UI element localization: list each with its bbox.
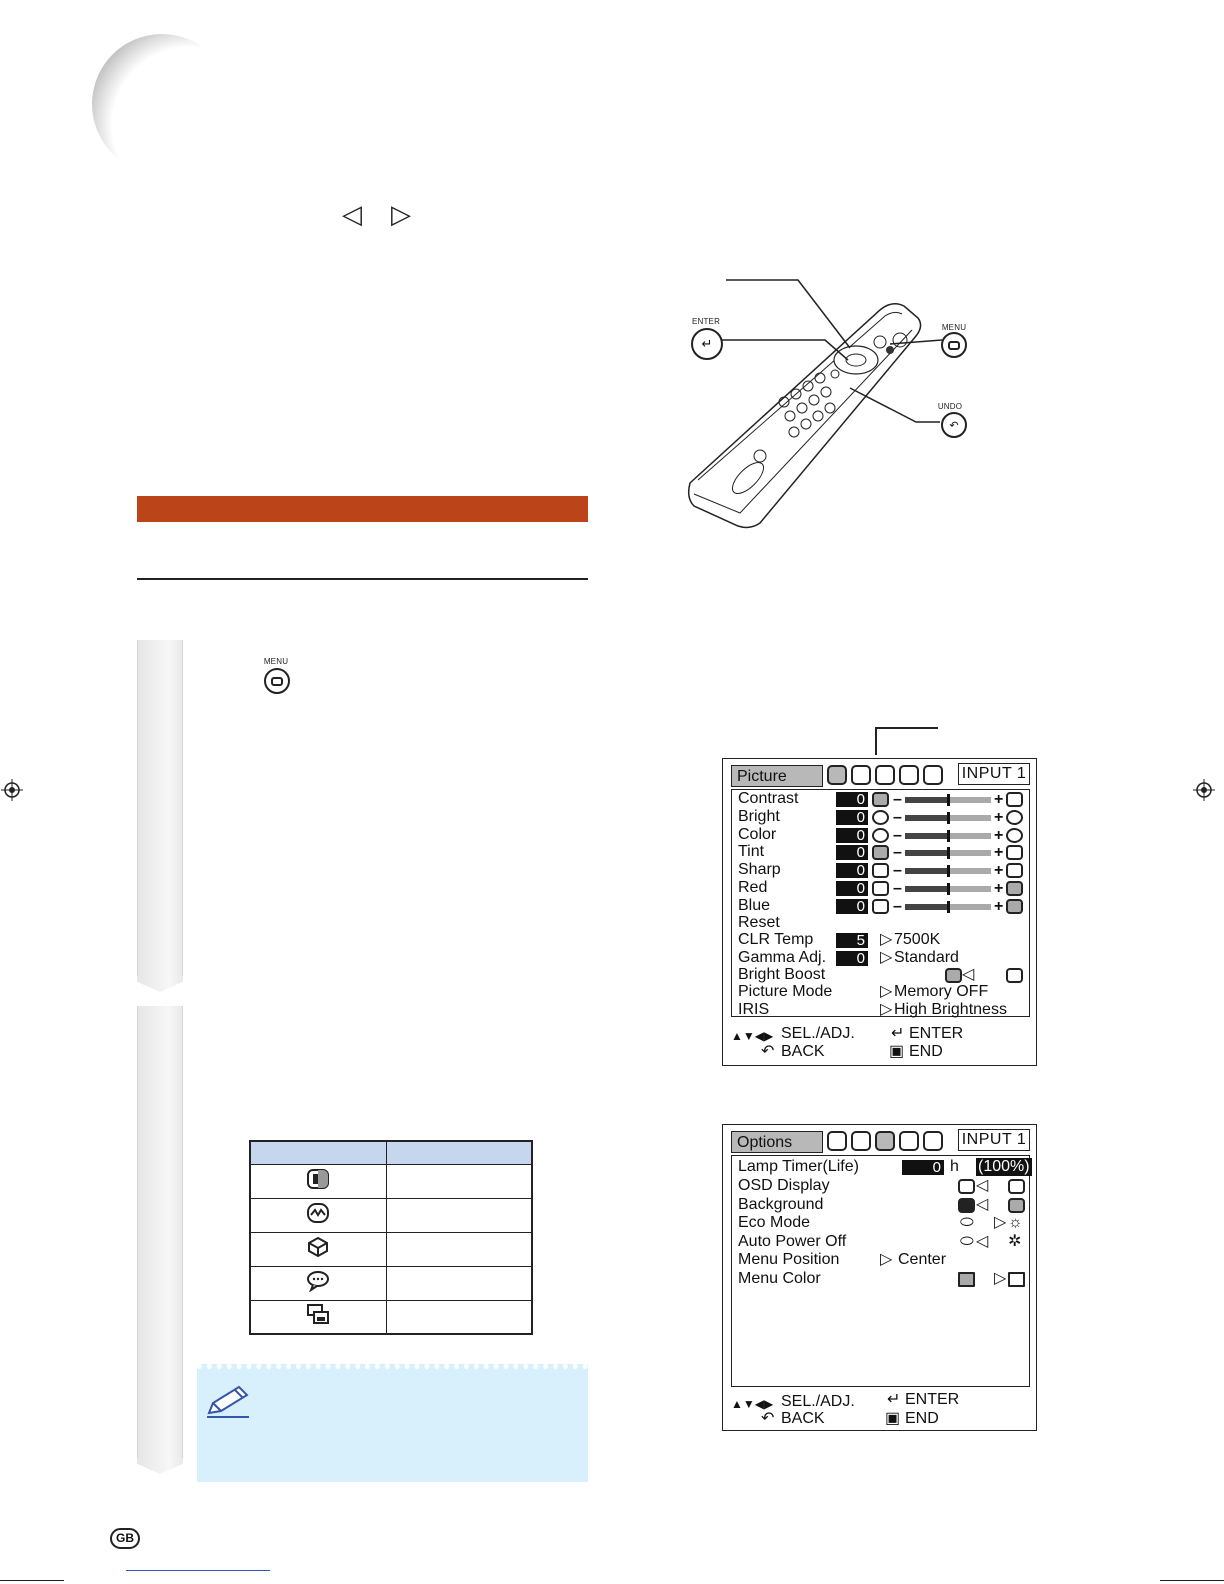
tint-plus: + <box>994 844 1004 861</box>
row-auto-power-off[interactable]: Auto Power Off <box>738 1233 847 1250</box>
gamma-value: 0 <box>836 951 868 966</box>
undo-button-label: UNDO <box>937 402 963 411</box>
arrow-right-icon: ▷ <box>880 983 893 1000</box>
left-arrow-icon: ◁ <box>342 200 362 230</box>
color-value: 0 <box>836 828 868 843</box>
footer-back: BACK <box>781 1410 825 1427</box>
red-high-icon <box>1006 881 1023 896</box>
fine-sync-icon[interactable] <box>851 1131 871 1151</box>
language-icon[interactable] <box>899 765 919 785</box>
picture-mode-setting: Memory OFF <box>894 983 989 1000</box>
end-icon: ▣ <box>889 1043 905 1060</box>
sharp-value: 0 <box>836 863 868 878</box>
bright-plus: + <box>994 809 1004 826</box>
arrow-left-icon: ◁ <box>976 1177 989 1194</box>
row-eco-mode[interactable]: Eco Mode <box>738 1214 811 1231</box>
bright-slider[interactable] <box>905 815 991 821</box>
enter-icon: ↵ <box>701 336 713 351</box>
corner-decoration <box>92 34 232 174</box>
arrow-right-icon: ▷ <box>880 1001 893 1018</box>
options-box-icon <box>306 1236 330 1258</box>
clr-temp-setting: 7500K <box>894 931 941 948</box>
footer-end: END <box>909 1043 943 1060</box>
menu-icon <box>271 677 283 686</box>
tint-high-icon <box>1006 845 1023 860</box>
screen-icon[interactable] <box>923 765 943 785</box>
language-icon[interactable] <box>899 1131 919 1151</box>
gamma-setting: Standard <box>894 949 959 966</box>
blue-minus: – <box>893 898 902 915</box>
contrast-high-icon <box>1006 792 1023 807</box>
row-blue[interactable]: Blue <box>738 897 771 914</box>
auto-power-off-icon[interactable]: ✲ <box>1008 1233 1022 1250</box>
callout-line <box>870 726 940 756</box>
registration-mark-icon <box>1 779 23 801</box>
footer-enter: ENTER <box>905 1391 960 1408</box>
color-slider[interactable] <box>905 833 991 839</box>
menu-button[interactable] <box>941 332 967 358</box>
tint-low-icon <box>872 845 889 860</box>
table-row <box>250 1266 532 1300</box>
bright-low-icon <box>872 810 889 825</box>
fine-sync-icon[interactable] <box>851 765 871 785</box>
row-background[interactable]: Background <box>738 1196 824 1213</box>
tab-picture[interactable]: Picture <box>731 765 823 787</box>
row-menu-color[interactable]: Menu Color <box>738 1270 821 1287</box>
row-iris[interactable]: IRIS <box>738 1001 770 1018</box>
row-clr-temp[interactable]: CLR Temp <box>738 931 814 948</box>
menu-button-label: MENU <box>941 323 967 332</box>
footer-sel-adj: SEL./ADJ. <box>781 1025 855 1042</box>
contrast-minus: – <box>893 791 902 808</box>
table-row <box>250 1232 532 1266</box>
screen-icon <box>306 1303 330 1325</box>
row-tint[interactable]: Tint <box>738 843 765 860</box>
contrast-value: 0 <box>836 792 868 807</box>
lamp-life-percent: (100%) <box>978 1158 1030 1175</box>
sel-arrows-icon: ▲▼◀▶ <box>731 1397 774 1411</box>
bright-boost-off-icon[interactable] <box>1006 968 1023 983</box>
row-menu-position[interactable]: Menu Position <box>738 1251 840 1268</box>
row-red[interactable]: Red <box>738 879 768 896</box>
sharp-minus: – <box>893 862 902 879</box>
menu-color-icon[interactable] <box>958 1272 975 1287</box>
color-plus: + <box>994 827 1004 844</box>
picture-settings-panel <box>731 789 1030 1017</box>
row-picture-mode[interactable]: Picture Mode <box>738 983 833 1000</box>
red-minus: – <box>893 880 902 897</box>
background-selected-icon[interactable] <box>958 1198 975 1213</box>
menu-color-alt-icon[interactable] <box>1008 1272 1025 1287</box>
section-header-bar <box>137 496 588 522</box>
options-settings-panel <box>731 1155 1030 1387</box>
undo-button[interactable] <box>941 412 967 438</box>
arrow-right-icon: ▷ <box>880 949 893 966</box>
row-contrast[interactable]: Contrast <box>738 790 799 807</box>
bright-value: 0 <box>836 810 868 825</box>
bright-high-icon <box>1006 810 1023 825</box>
iris-setting: High Brightness <box>894 1001 1007 1018</box>
menu-icon <box>948 341 960 350</box>
contrast-slider[interactable] <box>905 797 991 803</box>
enter-button-label: ENTER <box>691 317 721 326</box>
lamp-timer-value: 0 <box>902 1160 944 1175</box>
contrast-low-icon <box>872 792 889 807</box>
tab-options[interactable]: Options <box>731 1131 823 1153</box>
crop-mark <box>0 1580 64 1581</box>
language-badge: GB <box>110 1528 140 1549</box>
lamp-bulb-icon[interactable]: ☼ <box>1008 1214 1023 1231</box>
osd-display-off-icon[interactable] <box>1008 1179 1025 1194</box>
table-row <box>250 1300 532 1334</box>
contrast-plus: + <box>994 791 1004 808</box>
auto-power-leaf-icon[interactable]: ⬭ <box>960 1233 974 1250</box>
picture-icon[interactable] <box>827 1131 847 1151</box>
step1-menu-label: MENU <box>263 657 289 666</box>
crop-mark <box>1160 1580 1224 1581</box>
osd-display-on-icon[interactable] <box>958 1179 975 1194</box>
arrow-right-icon: ▷ <box>880 1251 893 1268</box>
table-row <box>250 1198 532 1232</box>
fine-sync-icon <box>306 1202 330 1224</box>
picture-menu-screen <box>722 758 1037 1066</box>
color-low-icon <box>872 828 889 843</box>
end-icon: ▣ <box>885 1410 901 1427</box>
menu-icon-table <box>249 1140 533 1335</box>
screen-icon[interactable] <box>923 1131 943 1151</box>
input-indicator: INPUT 1 <box>958 1129 1030 1151</box>
right-arrow-icon: ▷ <box>391 200 411 230</box>
picture-icon[interactable] <box>827 765 847 785</box>
note-box <box>197 1364 588 1482</box>
arrow-right-icon: ▷ <box>994 1270 1007 1287</box>
input-indicator: INPUT 1 <box>958 763 1030 785</box>
red-plus: + <box>994 880 1004 897</box>
section-divider <box>137 578 588 580</box>
color-minus: – <box>893 827 902 844</box>
enter-button[interactable] <box>691 328 723 360</box>
sel-arrows-icon: ▲▼◀▶ <box>731 1029 774 1043</box>
clr-temp-value: 5 <box>836 933 868 948</box>
menu-icon-bar <box>827 1131 943 1151</box>
table-header-row <box>250 1141 532 1164</box>
back-icon: ↶ <box>761 1043 775 1060</box>
tint-minus: – <box>893 844 902 861</box>
arrow-left-icon: ◁ <box>976 1233 989 1250</box>
menu-icon-bar <box>827 765 943 785</box>
footer-enter: ENTER <box>909 1025 964 1042</box>
step1-menu-button[interactable] <box>264 668 290 694</box>
blue-slider[interactable] <box>905 904 991 910</box>
tint-value: 0 <box>836 845 868 860</box>
blue-low-icon <box>872 899 889 914</box>
row-reset[interactable]: Reset <box>738 914 780 931</box>
back-icon: ↶ <box>761 1410 775 1427</box>
red-value: 0 <box>836 881 868 896</box>
tint-slider[interactable] <box>905 850 991 856</box>
menu-position-setting: Center <box>898 1251 947 1268</box>
row-bright[interactable]: Bright <box>738 808 780 825</box>
picture-icon <box>306 1168 330 1190</box>
row-bright-boost[interactable]: Bright Boost <box>738 966 826 983</box>
enter-icon: ↵ <box>887 1391 901 1408</box>
arrow-right-icon: ▷ <box>994 1214 1007 1231</box>
bright-boost-on-icon[interactable] <box>945 968 962 983</box>
undo-icon: ↶ <box>949 419 959 432</box>
sharp-slider[interactable] <box>905 868 991 874</box>
options-box-icon[interactable] <box>875 765 895 785</box>
sharp-high-icon <box>1006 863 1023 878</box>
row-lamp-timer[interactable]: Lamp Timer(Life) <box>738 1158 859 1175</box>
step-1-column <box>137 640 183 976</box>
table-row <box>250 1164 532 1198</box>
note-pencil-icon <box>205 1383 251 1419</box>
row-gamma[interactable]: Gamma Adj. <box>738 949 827 966</box>
eco-leaf-icon[interactable]: ⬭ <box>960 1214 974 1231</box>
sharp-low-icon <box>872 863 889 878</box>
lamp-timer-unit: h <box>950 1158 959 1175</box>
footer-link-line <box>126 1570 270 1571</box>
enter-icon: ↵ <box>891 1025 905 1042</box>
footer-back: BACK <box>781 1043 825 1060</box>
blue-high-icon <box>1006 899 1023 914</box>
blue-plus: + <box>994 898 1004 915</box>
footer-end: END <box>905 1410 939 1427</box>
footer-sel-adj: SEL./ADJ. <box>781 1393 855 1410</box>
row-color[interactable]: Color <box>738 826 777 843</box>
background-option-icon[interactable] <box>1008 1198 1025 1213</box>
row-sharp[interactable]: Sharp <box>738 861 781 878</box>
blue-value: 0 <box>836 899 868 914</box>
language-icon <box>306 1270 330 1292</box>
red-slider[interactable] <box>905 886 991 892</box>
color-high-icon <box>1006 828 1023 843</box>
sharp-plus: + <box>994 862 1004 879</box>
bright-minus: – <box>893 809 902 826</box>
arrow-left-icon: ◁ <box>976 1196 989 1213</box>
red-low-icon <box>872 881 889 896</box>
options-menu-screen <box>722 1124 1037 1431</box>
registration-mark-icon <box>1193 779 1215 801</box>
row-osd-display[interactable]: OSD Display <box>738 1177 830 1194</box>
options-box-icon[interactable] <box>875 1131 895 1151</box>
arrow-right-icon: ▷ <box>880 931 893 948</box>
step-2-column <box>137 1006 183 1458</box>
remote-control-illustration <box>680 268 980 530</box>
arrow-left-icon: ◁ <box>962 966 975 983</box>
